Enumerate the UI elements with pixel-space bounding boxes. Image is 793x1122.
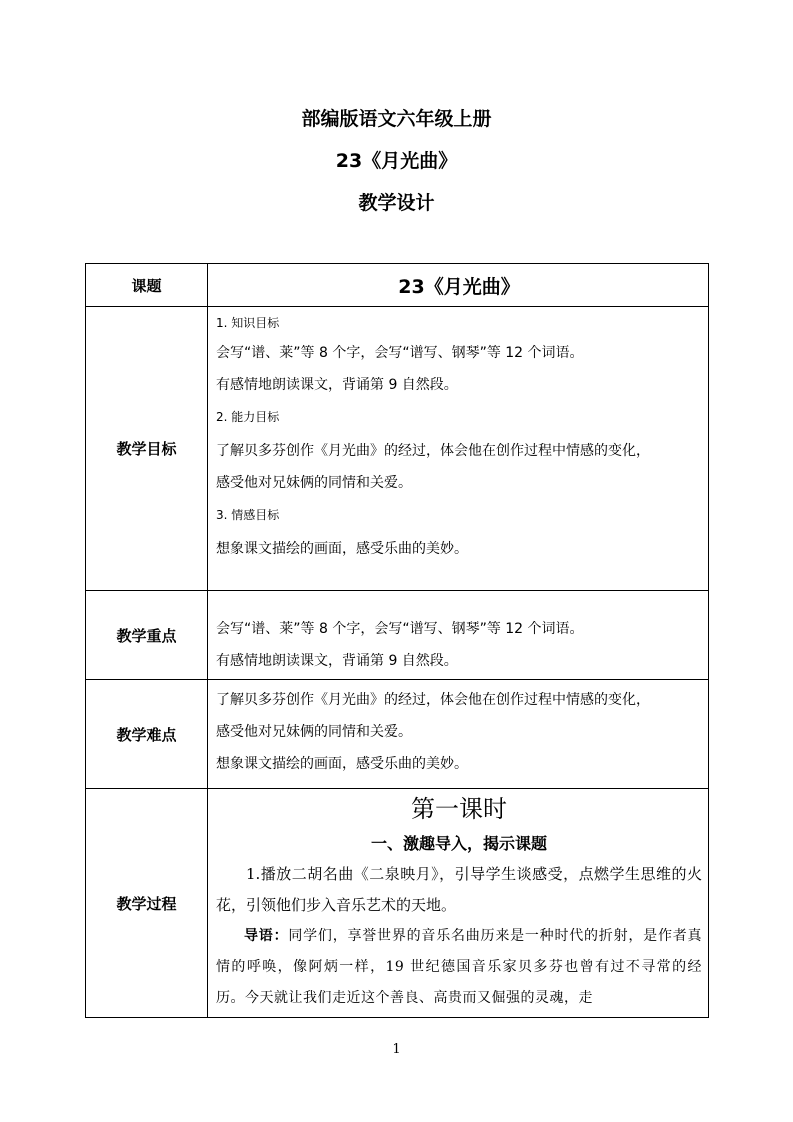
emotion-line-1: 想象课文描绘的画面，感受乐曲的美妙。 (216, 541, 468, 557)
ability-heading: 2. 能力目标 (216, 410, 280, 424)
key-line-1: 会写“谱、莱”等 8 个字，会写“谱写、钢琴”等 12 个词语。 (216, 621, 584, 637)
lesson-plan-table (85, 263, 709, 1018)
key-line-2: 有感情地朗读课文，背诵第 9 自然段。 (216, 653, 458, 669)
difficulties-content (208, 680, 709, 789)
document-title: 部编版语文六年级上册 (301, 108, 492, 130)
table-row-difficulties (86, 680, 709, 789)
key-points-label: 教学重点 (86, 591, 208, 680)
difficulties-label: 教学难点 (86, 680, 208, 789)
lesson-title: 23《月光曲》 (335, 150, 458, 172)
guide-text: 同学们，享誉世界的音乐名曲历来是一种时代的折射，是作者真情的呼唤，像阿炳一样，19 世纪德国音乐家贝多芬也曾有过不寻常的经历。今天就让我们走近这个善良、高贵而又倔强的灵魂，走 (216, 928, 702, 1006)
table-row-topic (86, 264, 709, 307)
activity-paragraph: 1.播放二胡名曲《二泉映月》，引导学生谈感受，点燃学生思维的火花，引领他们步入音乐艺术的天地。 (216, 865, 702, 914)
document-subtitle: 教学设计 (358, 192, 435, 214)
guide-label: 导语： (244, 928, 289, 944)
section-heading: 一、激趣导入，揭示课题 (370, 834, 547, 853)
goals-content (208, 307, 709, 591)
page-number: 1 (392, 1042, 401, 1057)
process-content (208, 789, 709, 1018)
lesson-heading: 第一课时 (411, 795, 507, 823)
ability-line-2: 感受他对兄妹俩的同情和关爱。 (216, 475, 412, 491)
ability-line-1: 了解贝多芬创作《月光曲》的经过，体会他在创作过程中情感的变化， (216, 443, 650, 459)
goals-label: 教学目标 (86, 307, 208, 591)
knowledge-line-1: 会写“谱、莱”等 8 个字，会写“谱写、钢琴”等 12 个词语。 (216, 345, 584, 361)
difficulty-line-2: 感受他对兄妹俩的同情和关爱。 (216, 724, 412, 740)
process-label: 教学过程 (86, 789, 208, 1018)
key-points-content (208, 591, 709, 680)
table-row-key-points (86, 591, 709, 680)
table-row-goals (86, 307, 709, 591)
topic-label: 课题 (86, 264, 208, 307)
topic-value: 23《月光曲》 (208, 264, 709, 307)
difficulty-line-1: 了解贝多芬创作《月光曲》的经过，体会他在创作过程中情感的变化， (216, 692, 650, 708)
emotion-heading: 3. 情感目标 (216, 508, 280, 522)
table-row-process (86, 789, 709, 1018)
knowledge-heading: 1. 知识目标 (216, 316, 280, 330)
knowledge-line-2: 有感情地朗读课文，背诵第 9 自然段。 (216, 377, 458, 393)
difficulty-line-3: 想象课文描绘的画面，感受乐曲的美妙。 (216, 756, 468, 772)
guide-paragraph (216, 921, 702, 1014)
